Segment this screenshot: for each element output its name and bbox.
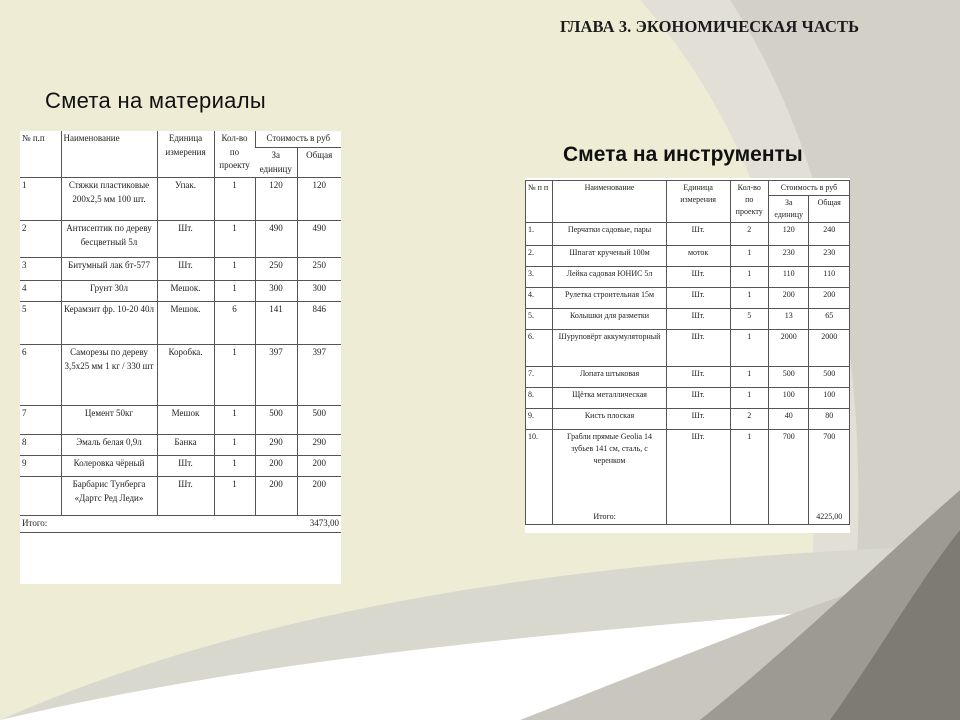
table-row: [526, 309, 850, 330]
col-name-header: Наименование: [61, 131, 157, 178]
cell-qty: 1: [730, 330, 768, 367]
cell-total: 846: [297, 302, 341, 345]
cell-unit: Коробка.: [157, 345, 214, 406]
table-row: [526, 223, 850, 246]
cell-name: Антисептик по дереву бесцветный 5л: [61, 221, 157, 258]
cell-no: 6: [20, 345, 61, 406]
cell-qty: 1: [214, 281, 255, 302]
cell-price: 200: [255, 477, 297, 516]
table-row: [526, 430, 850, 511]
cell-unit: Шт.: [157, 258, 214, 281]
cell-name: Керамзит фр. 10-20 40л: [61, 302, 157, 345]
col-cost-header: Стоимость в руб: [255, 131, 341, 148]
tools-total-spacer: [730, 510, 768, 525]
cell-no: [20, 477, 61, 516]
cell-total: 490: [297, 221, 341, 258]
cell-total: 290: [297, 435, 341, 456]
cell-name: Шуруповёрт аккумуляторный: [553, 330, 666, 367]
cell-price: 397: [255, 345, 297, 406]
table-row: [20, 302, 341, 345]
cell-price: 40: [768, 409, 809, 430]
cell-name: Лейка садовая ЮНИС 5л: [553, 267, 666, 288]
cell-total: 230: [809, 246, 850, 267]
cell-no: 4: [20, 281, 61, 302]
cell-total: 100: [809, 388, 850, 409]
cell-no: 6.: [526, 330, 553, 367]
cell-unit: Шт.: [666, 288, 730, 309]
cell-no: 5: [20, 302, 61, 345]
cell-price: 500: [255, 406, 297, 435]
cell-unit: Мешок: [157, 406, 214, 435]
materials-table-image: [20, 131, 341, 584]
col-unit-header: Единица измерения: [157, 131, 214, 178]
cell-qty: 1: [214, 477, 255, 516]
col-unit-cost-header: За единицу: [255, 148, 297, 178]
table-row: [20, 258, 341, 281]
cell-price: 100: [768, 388, 809, 409]
cell-unit: моток: [666, 246, 730, 267]
table-row: [526, 388, 850, 409]
tools-rows: [526, 223, 850, 511]
cell-qty: 1: [730, 267, 768, 288]
cell-qty: 1: [730, 388, 768, 409]
table-row: [526, 267, 850, 288]
table-row: [20, 345, 341, 406]
tools-total-spacer: [666, 510, 730, 525]
cell-unit: Банка: [157, 435, 214, 456]
cell-no: 5.: [526, 309, 553, 330]
cell-name: Шпагат крученый 100м: [553, 246, 666, 267]
cell-qty: 1: [730, 367, 768, 388]
cell-no: 2.: [526, 246, 553, 267]
cell-no: 8: [20, 435, 61, 456]
tools-table-image: [525, 178, 850, 533]
tools-col-name-header: Наименование: [553, 181, 666, 223]
cell-qty: 1: [214, 345, 255, 406]
table-row: [526, 246, 850, 267]
tools-heading: Смета на инструменты: [563, 143, 803, 166]
cell-name: Колеровка чёрный: [61, 456, 157, 477]
materials-table: [20, 131, 341, 533]
cell-total: 700: [809, 430, 850, 511]
cell-total: 240: [809, 223, 850, 246]
cell-name: Стяжки пластиковые 200х2,5 мм 100 шт.: [61, 178, 157, 221]
table-row: [526, 288, 850, 309]
cell-no: 1.: [526, 223, 553, 246]
cell-price: 500: [768, 367, 809, 388]
cell-unit: Шт.: [666, 367, 730, 388]
cell-name: Щётка металлическая: [553, 388, 666, 409]
cell-price: 300: [255, 281, 297, 302]
tools-col-unit-header: Единица измерения: [666, 181, 730, 223]
tools-total-spacer: [768, 510, 809, 525]
cell-no: 1: [20, 178, 61, 221]
cell-total: 2000: [809, 330, 850, 367]
cell-total: 300: [297, 281, 341, 302]
tools-col-no-header: № п п: [526, 181, 553, 223]
cell-no: 4.: [526, 288, 553, 309]
cell-price: 120: [255, 178, 297, 221]
cell-unit: Шт.: [666, 409, 730, 430]
cell-unit: Мешок.: [157, 302, 214, 345]
cell-total: 65: [809, 309, 850, 330]
cell-unit: Шт.: [666, 267, 730, 288]
cell-unit: Мешок.: [157, 281, 214, 302]
cell-price: 490: [255, 221, 297, 258]
cell-no: 9.: [526, 409, 553, 430]
cell-no: 3.: [526, 267, 553, 288]
cell-total: 80: [809, 409, 850, 430]
tools-table: [525, 180, 850, 525]
cell-qty: 1: [730, 430, 768, 511]
table-row: [20, 456, 341, 477]
cell-total: 250: [297, 258, 341, 281]
cell-name: Колышки для разметки: [553, 309, 666, 330]
table-row: [20, 477, 341, 516]
cell-price: 110: [768, 267, 809, 288]
table-row: [526, 367, 850, 388]
cell-price: 141: [255, 302, 297, 345]
cell-price: 200: [255, 456, 297, 477]
tools-col-cost-header: Стоимость в руб: [768, 181, 849, 196]
materials-heading: Смета на материалы: [45, 88, 266, 113]
cell-total: 200: [297, 477, 341, 516]
cell-unit: Упак.: [157, 178, 214, 221]
cell-price: 200: [768, 288, 809, 309]
cell-price: 230: [768, 246, 809, 267]
cell-unit: Шт.: [666, 388, 730, 409]
cell-name: Цемент 50кг: [61, 406, 157, 435]
cell-unit: Шт.: [666, 330, 730, 367]
cell-name: Грабли прямые Geolia 14 зубьев 141 см, сталь, с черенком: [553, 430, 666, 511]
col-total-cost-header: Общая: [297, 148, 341, 178]
chapter-title: ГЛАВА 3. ЭКОНОМИЧЕСКАЯ ЧАСТЬ: [560, 17, 860, 36]
cell-unit: Шт.: [666, 223, 730, 246]
cell-no: 2: [20, 221, 61, 258]
col-qty-header: Кол-во по проекту: [214, 131, 255, 178]
cell-qty: 1: [214, 435, 255, 456]
cell-name: Саморезы по дереву 3,5х25 мм 1 кг / 330 шт: [61, 345, 157, 406]
cell-name: Лопата штыковая: [553, 367, 666, 388]
cell-name: Перчатки садовые, пары: [553, 223, 666, 246]
cell-total: 500: [297, 406, 341, 435]
tools-total-spacer: [526, 510, 553, 525]
cell-no: 8.: [526, 388, 553, 409]
table-row: [20, 178, 341, 221]
cell-name: Барбарис Тунберга «Дартс Ред Леди»: [61, 477, 157, 516]
cell-unit: Шт.: [157, 477, 214, 516]
cell-price: 120: [768, 223, 809, 246]
cell-no: 10.: [526, 430, 553, 511]
table-row: [20, 435, 341, 456]
tools-total-value: 4225,00: [809, 510, 850, 525]
cell-no: 7.: [526, 367, 553, 388]
cell-qty: 6: [214, 302, 255, 345]
materials-total-label: Итого:: [20, 516, 214, 533]
cell-price: 13: [768, 309, 809, 330]
cell-qty: 2: [730, 223, 768, 246]
cell-price: 700: [768, 430, 809, 511]
cell-total: 120: [297, 178, 341, 221]
tools-total-label: Итого:: [553, 510, 666, 525]
table-row: [526, 330, 850, 367]
cell-unit: Шт.: [666, 430, 730, 511]
col-no-header: № п.п: [20, 131, 61, 178]
table-row: [20, 281, 341, 302]
cell-price: 2000: [768, 330, 809, 367]
cell-qty: 1: [214, 221, 255, 258]
cell-no: 7: [20, 406, 61, 435]
cell-name: Грунт 30л: [61, 281, 157, 302]
cell-no: 9: [20, 456, 61, 477]
cell-name: Кисть плоская: [553, 409, 666, 430]
table-row: [526, 409, 850, 430]
table-row: [20, 406, 341, 435]
cell-qty: 1: [214, 258, 255, 281]
cell-total: 500: [809, 367, 850, 388]
cell-name: Рулетка строительная 15м: [553, 288, 666, 309]
table-row: [20, 221, 341, 258]
cell-total: 110: [809, 267, 850, 288]
tools-col-qty-header: Кол-во по проекту: [730, 181, 768, 223]
cell-qty: 1: [730, 246, 768, 267]
tools-col-unit-cost-header: За единицу: [768, 196, 809, 223]
cell-unit: Шт.: [157, 221, 214, 258]
cell-qty: 5: [730, 309, 768, 330]
cell-no: 3: [20, 258, 61, 281]
cell-qty: 1: [214, 178, 255, 221]
cell-qty: 1: [214, 406, 255, 435]
cell-name: Эмаль белая 0,9л: [61, 435, 157, 456]
materials-total-value: 3473,00: [214, 516, 341, 533]
cell-total: 397: [297, 345, 341, 406]
cell-qty: 2: [730, 409, 768, 430]
materials-rows: [20, 178, 341, 516]
cell-total: 200: [297, 456, 341, 477]
tools-col-total-cost-header: Общая: [809, 196, 850, 223]
cell-name: Битумный лак бт-577: [61, 258, 157, 281]
cell-qty: 1: [214, 456, 255, 477]
cell-unit: Шт.: [666, 309, 730, 330]
cell-total: 200: [809, 288, 850, 309]
cell-qty: 1: [730, 288, 768, 309]
cell-unit: Шт.: [157, 456, 214, 477]
cell-price: 290: [255, 435, 297, 456]
cell-price: 250: [255, 258, 297, 281]
